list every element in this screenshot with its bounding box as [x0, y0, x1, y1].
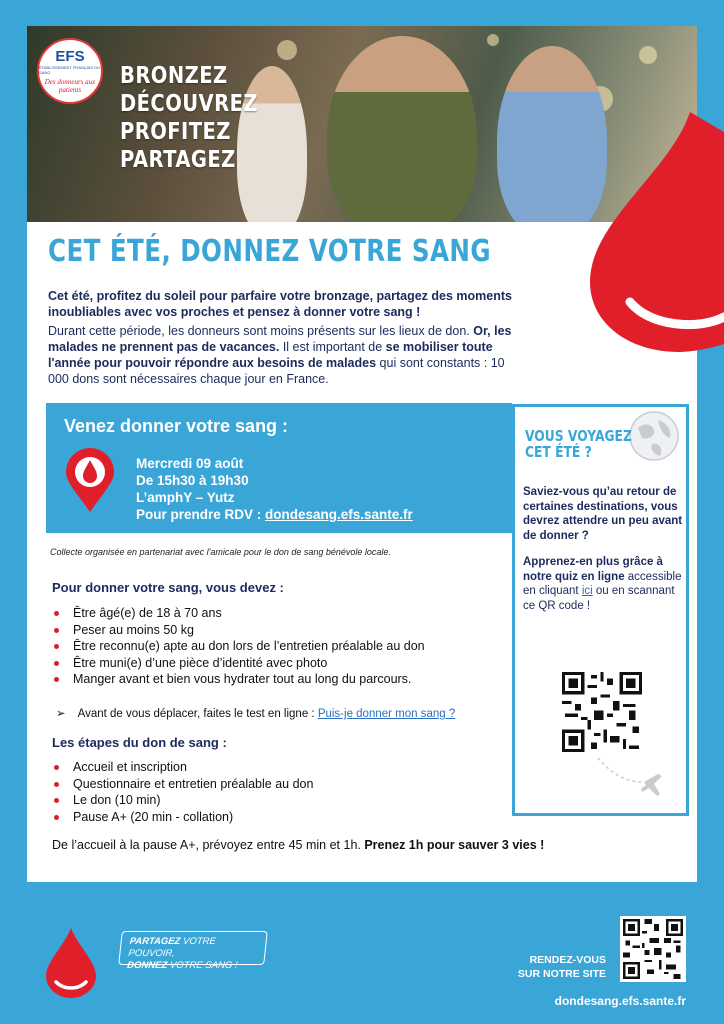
rdv-time: De 15h30 à 19h30	[136, 473, 249, 488]
list-item: Manger avant et bien vous hydrater tout au long du parcours.	[50, 671, 425, 688]
globe-icon	[628, 410, 680, 462]
rdv-label: Pour prendre RDV :	[136, 507, 266, 522]
info-paragraph: Durant cette période, les donneurs sont moins présents sur les lieux de don. Or, les malades ne prennent pas de vacances. Il est important de se mobiliser toute l'année pour pouvoir répondre aux besoins de malades qui sont constants : 10 000 dons sont nécessaires chaque jour en France.	[48, 324, 512, 386]
blood-drop-icon	[590, 112, 724, 352]
footer-qr-code[interactable]	[620, 916, 686, 982]
footer-site-link[interactable]: dondesang.efs.sante.fr	[554, 994, 686, 1008]
location-pin-icon	[64, 448, 116, 514]
steps-title: Les étapes du don de sang :	[52, 735, 227, 750]
rdv-place: L’amphY – Yutz	[136, 490, 235, 505]
list-item: Peser au moins 50 kg	[50, 622, 425, 639]
rdv-date: Mercredi 09 août	[136, 456, 244, 471]
travel-title: VOUS VOYAGEZ CET ÉTÉ ?	[525, 427, 632, 461]
list-item: Questionnaire et entretien préalable au don	[50, 776, 313, 793]
list-item: Le don (10 min)	[50, 792, 313, 809]
arrow-icon: ➢	[56, 708, 66, 720]
footer-cta: RENDEZ-VOUS SUR NOTRE SITE	[517, 954, 606, 980]
airplane-icon	[596, 752, 668, 800]
closing-text: De l’accueil à la pause A+, prévoyez entre 45 min et 1h. Prenez 1h pour sauver 3 vies !	[52, 838, 545, 852]
conditions-title: Pour donner votre sang, vous devez :	[52, 580, 284, 595]
page-title: CET ÉTÉ, DONNEZ VOTRE SANG	[48, 234, 492, 269]
hero-word: DÉCOUVREZ	[120, 91, 258, 117]
rdv-link[interactable]: dondesang.efs.sante.fr	[265, 507, 413, 522]
online-test-line: ➢ Avant de vous déplacer, faites le test en ligne : Puis-je donner mon sang ?	[56, 708, 456, 720]
qr-code[interactable]	[562, 672, 642, 752]
steps-list	[50, 759, 313, 825]
partner-note: Collecte organisée en partenariat avec l'amicale pour le don de sang bénévole locale.	[50, 547, 391, 557]
travel-info: Saviez-vous qu’au retour de certaines destinations, vous devrez attendre un peu avant de donner ?	[523, 486, 683, 542]
conditions-list	[50, 605, 425, 688]
efs-logo: EFS ÉTABLISSEMENT FRANÇAIS DU SANG Des donneurs aux patients	[37, 38, 103, 104]
cyclist-center	[327, 36, 477, 222]
rdv-details	[136, 455, 413, 523]
intro-text: Cet été, profitez du soleil pour parfaire votre bronzage, partagez des moments inoubliables avec vos proches et pensez à donner votre sang !	[48, 289, 512, 319]
hero-slogans	[120, 62, 282, 174]
list-item: Être muni(e) d’une pièce d’identité avec photo	[50, 655, 425, 672]
hero-word: BRONZEZ	[120, 63, 228, 89]
travel-quiz-text: Apprenez-en plus grâce à notre quiz en ligne accessible en cliquant ici ou en scannant ce QR code !	[523, 556, 682, 612]
list-item: Accueil et inscription	[50, 759, 313, 776]
list-item: Être reconnu(e) apte au don lors de l’entretien préalable au don	[50, 638, 425, 655]
test-link[interactable]: Puis-je donner mon sang ?	[317, 708, 456, 720]
list-item: Pause A+ (20 min - collation)	[50, 809, 313, 826]
hero-word: PARTAGEZ	[120, 147, 236, 173]
rdv-title: Venez donner votre sang :	[64, 416, 289, 436]
campaign-badge: PARTAGEZ VOTRE POUVOIR, DONNEZ VOTRE SANG !	[118, 931, 268, 965]
quiz-link[interactable]: ici	[581, 585, 593, 597]
list-item: Être âgé(e) de 18 à 70 ans	[50, 605, 425, 622]
hero-word: PROFITEZ	[120, 119, 231, 145]
footer-blood-drop-icon	[44, 928, 98, 998]
